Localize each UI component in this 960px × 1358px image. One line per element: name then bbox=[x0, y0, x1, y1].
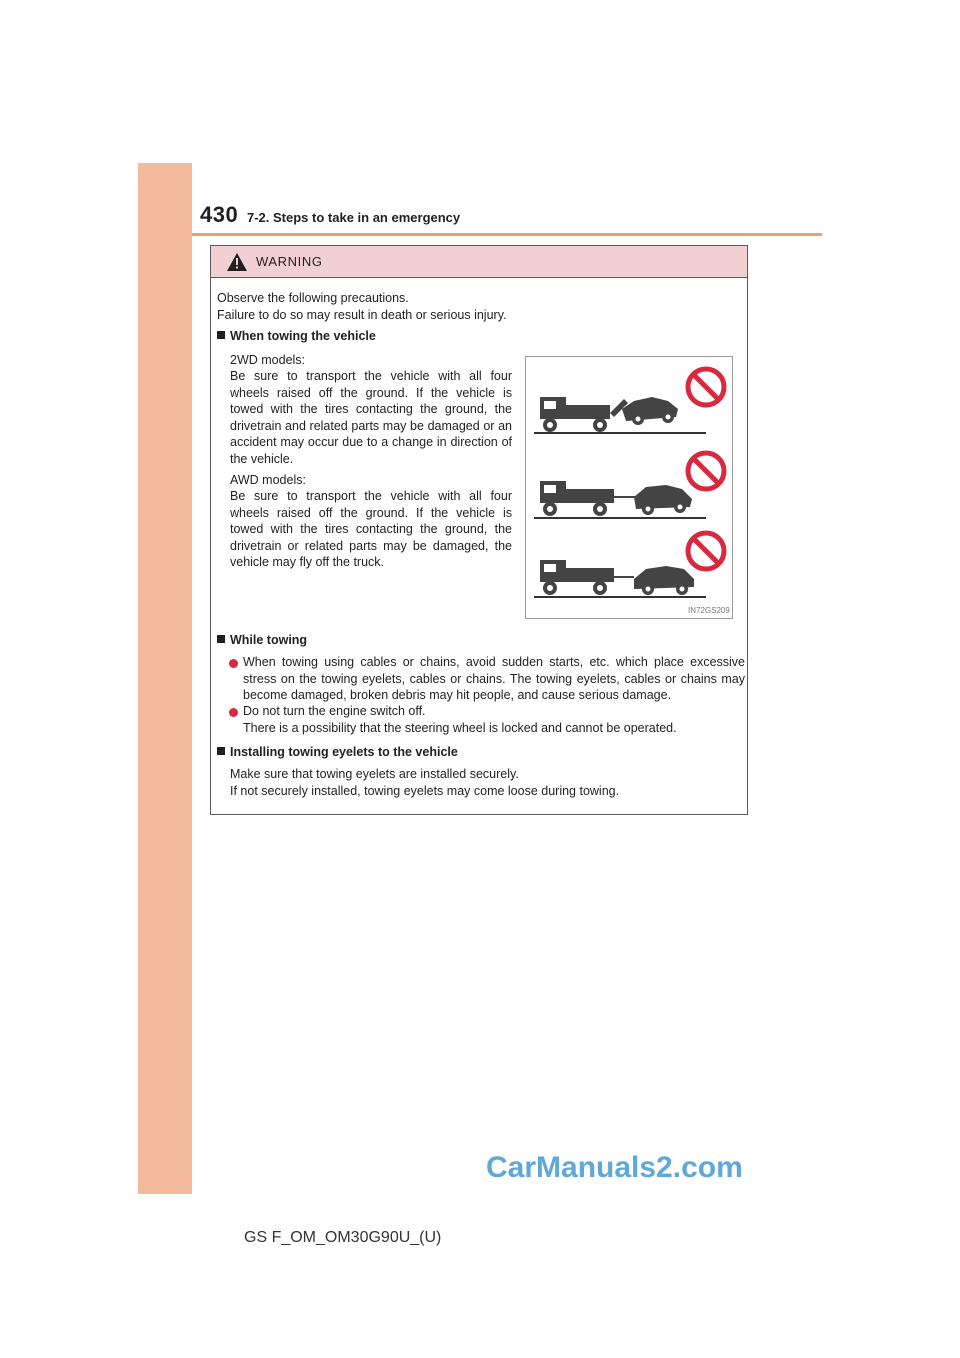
bullet-2-line-2: There is a possibility that the steering wheel is locked and cannot be operated. bbox=[243, 720, 677, 735]
footer-code: GS F_OM_OM30G90U_(U) bbox=[244, 1229, 442, 1246]
awd-label: AWD models: bbox=[230, 473, 306, 487]
warning-intro bbox=[217, 290, 737, 323]
twowd-label: 2WD models: bbox=[230, 353, 306, 367]
bullet-dot-icon bbox=[229, 659, 238, 668]
while-towing-heading-text: While towing bbox=[230, 633, 308, 647]
eyelets-line-1: Make sure that towing eyelets are installed securely. bbox=[230, 767, 519, 781]
while-towing-bullet-1: When towing using cables or chains, avoid sudden starts, etc. which place excessive stress on the towing eyelets, cables or chains. The towing eyelets, cables or chains may become damaged, broken debris may hit people, and cause serious damage. bbox=[243, 655, 745, 702]
square-bullet-icon bbox=[217, 747, 225, 755]
while-towing-bullet-2 bbox=[243, 703, 745, 736]
eyelets-text bbox=[230, 766, 740, 799]
square-bullet-icon bbox=[217, 635, 225, 643]
warning-title: WARNING bbox=[256, 254, 323, 269]
watermark: CarManuals2.com bbox=[486, 1151, 743, 1184]
square-bullet-icon bbox=[217, 331, 225, 339]
section-title: 7-2. Steps to take in an emergency bbox=[247, 210, 461, 225]
warning-header bbox=[211, 246, 747, 278]
twowd-text: Be sure to transport the vehicle with all four wheels raised off the ground. If the vehicle is towed with the tires contacting the ground, the drivetrain and related parts may be damaged or an accident may occur due to a change in direction of the vehicle. bbox=[230, 369, 512, 466]
page-number: 430 bbox=[200, 202, 239, 227]
tow-row-3 bbox=[534, 533, 724, 597]
tow-row-2 bbox=[534, 453, 724, 518]
eyelets-line-2: If not securely installed, towing eyelets may come loose during towing. bbox=[230, 783, 620, 798]
eyelets-heading bbox=[217, 744, 458, 761]
chapter-side-tab bbox=[138, 163, 192, 1194]
while-towing-heading bbox=[217, 632, 307, 649]
awd-text: Be sure to transport the vehicle with all four wheels raised off the ground. If the vehicle is towed with the tires contacting the ground, the drivetrain or related parts may be damaged, the vehicle may fly off the truck. bbox=[230, 489, 512, 569]
eyelets-heading-text: Installing towing eyelets to the vehicle bbox=[230, 745, 458, 759]
illustration-code: IN72GS209 bbox=[688, 606, 730, 615]
header-rule bbox=[192, 233, 822, 236]
warning-triangle-icon bbox=[227, 253, 247, 271]
towing-heading-text: When towing the vehicle bbox=[230, 329, 376, 343]
tow-row-1 bbox=[534, 369, 724, 433]
towing-diagram bbox=[526, 357, 732, 618]
towing-illustration bbox=[525, 356, 733, 619]
bullet-dot-icon bbox=[229, 708, 238, 717]
bullet-2-line-1: Do not turn the engine switch off. bbox=[243, 704, 426, 718]
intro-line-2: Failure to do so may result in death or serious injury. bbox=[217, 307, 507, 322]
intro-line-1: Observe the following precautions. bbox=[217, 291, 409, 305]
towing-heading bbox=[217, 328, 376, 345]
warning-box bbox=[210, 245, 748, 815]
